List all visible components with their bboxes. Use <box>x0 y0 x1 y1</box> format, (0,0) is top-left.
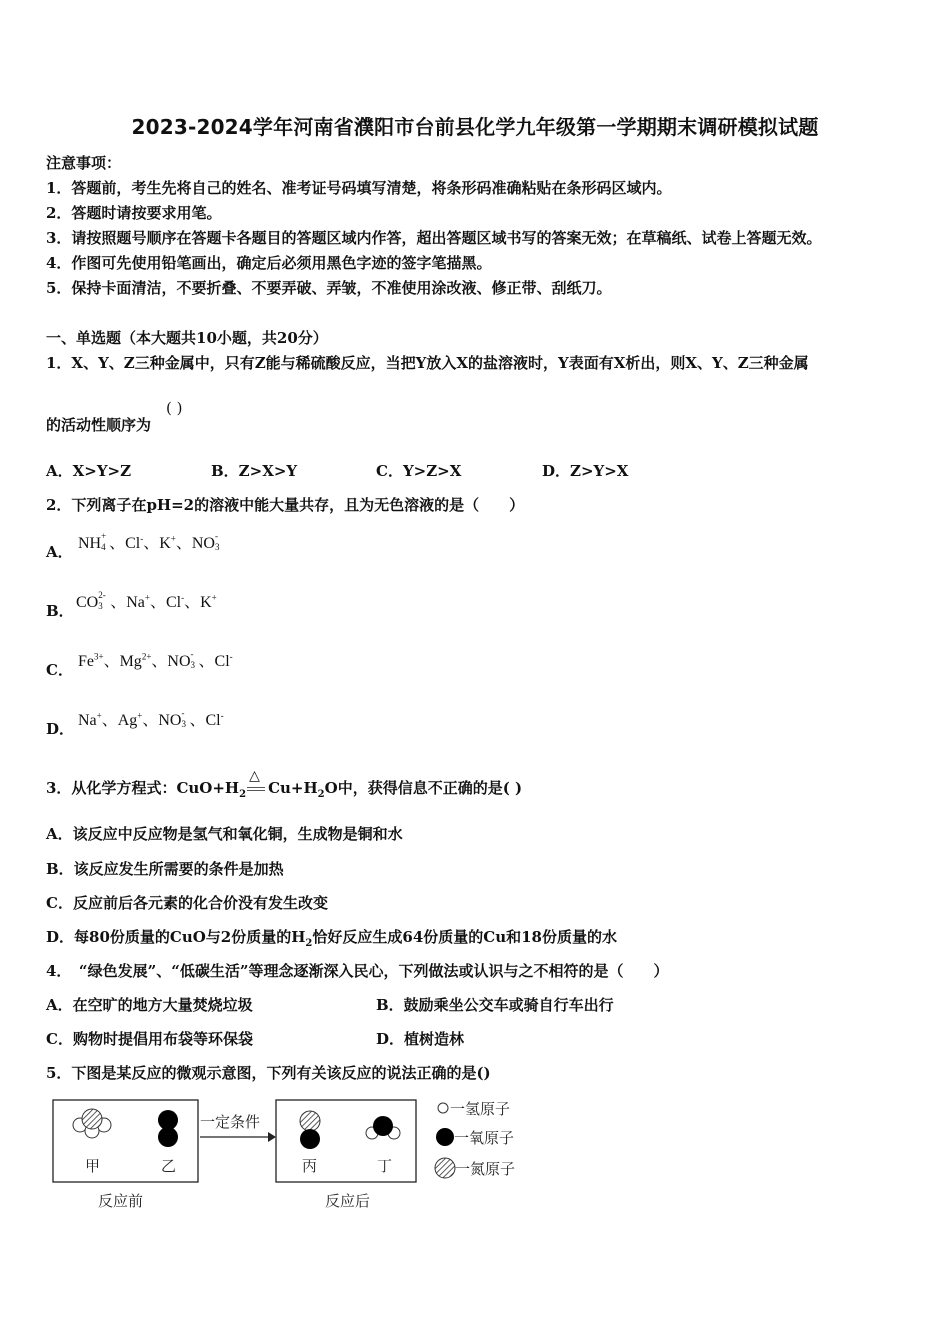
q4-option-d: D．植树造林 <box>376 1030 465 1048</box>
q4-option-a: A．在空旷的地方大量焚烧垃圾 <box>46 996 253 1014</box>
q3-option-c: C．反应前后各元素的化合价没有发生改变 <box>46 894 328 912</box>
legend-oxygen-icon <box>436 1128 454 1146</box>
legend-nitrogen: 一氮原子 <box>455 1160 516 1178</box>
label-ding: 丁 <box>377 1157 393 1175</box>
molecule-yi <box>158 1110 178 1147</box>
q3-heat-equals <box>246 768 268 794</box>
q4-option-c: C．购物时提倡用布袋等环保袋 <box>46 1030 253 1048</box>
label-jia: 甲 <box>85 1157 101 1175</box>
label-bing: 丙 <box>302 1157 318 1175</box>
q1-option-c: C．Y>Z>X <box>376 462 462 480</box>
q1-stem-line1: 1．X、Y、Z三种金属中，只有Z能与稀硫酸反应，当把Y放入X的盐溶液时，Y表面有X析出，则X、Y、Z三种金属 <box>46 354 809 372</box>
legend-oxygen: 一氧原子 <box>454 1129 515 1147</box>
notice-item: 5．保持卡面清洁，不要折叠、不要弄破、弄皱，不准使用涂改液、修正带、刮纸刀。 <box>46 279 612 297</box>
arrow-condition: 一定条件 <box>200 1113 261 1131</box>
legend-hydrogen: 一氢原子 <box>450 1100 511 1118</box>
notice-item: 2．答题时请按要求用笔。 <box>46 204 222 222</box>
notice-item: 4．作图可先使用铅笔画出，确定后必须用黑色字迹的签字笔描黑。 <box>46 254 492 272</box>
notice-heading: 注意事项： <box>46 154 122 172</box>
q3-option-b: B．该反应发生所需要的条件是加热 <box>46 860 284 878</box>
molecule-ding <box>366 1116 400 1139</box>
q1-option-a: A．X>Y>Z <box>46 462 132 480</box>
legend-nitrogen-icon <box>435 1158 455 1178</box>
q2-label-c: C． <box>46 661 73 679</box>
q2-label-a: A． <box>46 543 73 561</box>
q4-stem: 4． “绿色发展”、“低碳生活”等理念逐渐深入民心，下列做法或认识与之不相符的是（ ） <box>46 962 669 980</box>
q2-option-a-ions: NH + 4 、Cl-、K+、NO - 3 <box>78 531 220 552</box>
q3-heat-condition: △ <box>249 768 260 784</box>
legend <box>435 1100 515 1178</box>
q2-option-b-ions: CO 2- 3 、Na+、Cl-、K+ <box>76 590 217 611</box>
notice-item: 1．答题前，考生先将自己的姓名、准考证号码填写清楚，将条形码准确粘贴在条形码区域内。 <box>46 179 672 197</box>
q1-stem-line2: 的活动性顺序为 <box>46 416 152 434</box>
legend-hydrogen-icon <box>438 1103 448 1113</box>
q3-stem: 3．从化学方程式：$CuO+H_2$ △ $Cu+H_2O$中，获得信息不正确的是( ) <box>46 768 523 800</box>
q3-option-d: D．每80份质量的CuO与2份质量的$H_2$恰好反应生成64份质量的Cu和18份质量的水 <box>46 928 617 949</box>
label-before: 反应前 <box>98 1192 144 1210</box>
q2-stem: 2．下列离子在pH=2的溶液中能大量共存，且为无色溶液的是（ ） <box>46 496 525 514</box>
q2-label-d: D． <box>46 720 75 738</box>
after-box <box>276 1100 416 1182</box>
molecule-bing <box>300 1111 320 1149</box>
arrow-head <box>268 1132 276 1142</box>
exam-title: 2023-2024学年河南省濮阳市台前县化学九年级第一学期期末调研模拟试题 <box>131 115 819 139</box>
q1-option-b: B．Z>X>Y <box>211 462 298 480</box>
q2-label-b: B． <box>46 602 74 620</box>
notice-item: 3．请按照题号顺序在答题卡各题目的答题区域内作答，超出答题区域书写的答案无效；在草稿纸、试卷上答题无效。 <box>46 229 822 247</box>
molecule-jia <box>73 1109 111 1138</box>
q2-option-d-ions: Na+、Ag+、NO - 3 、Cl- <box>78 708 224 729</box>
section-heading: 一、单选题（本大题共10小题，共20分） <box>46 329 328 347</box>
label-yi: 乙 <box>161 1157 177 1175</box>
q4-option-b: B．鼓励乘坐公交车或骑自行车出行 <box>376 996 614 1014</box>
q5-stem: 5．下图是某反应的微观示意图，下列有关该反应的说法正确的是() <box>46 1064 491 1082</box>
q3-option-a: A．该反应中反应物是氢气和氧化铜，生成物是铜和水 <box>46 825 403 843</box>
label-after: 反应后 <box>325 1192 371 1210</box>
reaction-diagram <box>50 1095 530 1220</box>
q1-answer-paren: ( ) <box>166 399 183 417</box>
q2-option-c-ions: $Fe^{3+}$、$Mg^{2+}$、NO - 3 、Cl- <box>78 649 233 670</box>
q1-option-d: D．Z>Y>X <box>542 462 629 480</box>
